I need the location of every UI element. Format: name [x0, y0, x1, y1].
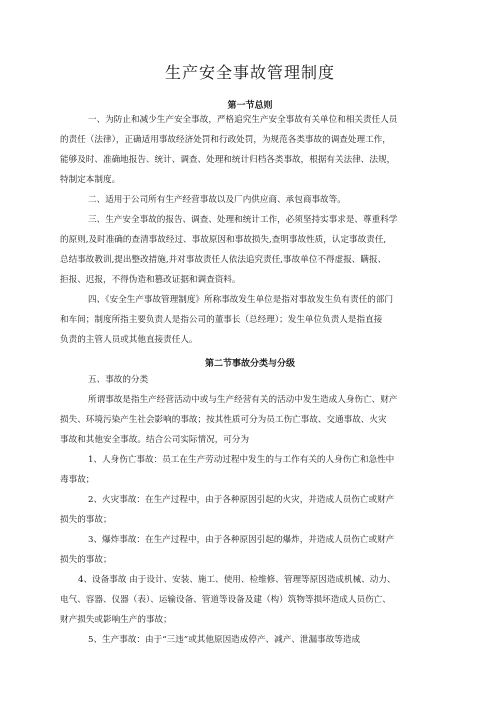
- paragraph-line: 5、生产事故：由于“三违”或其他原因造成停产、减产、泄漏事故等造成: [88, 635, 361, 645]
- section-heading-classification: 第二节事故分类与分级: [204, 359, 295, 369]
- paragraph-line: 负责的主管人员或其他直接责任人。: [60, 335, 198, 345]
- paragraph-line: 能够及时、准确地报告、统计、调查、处理和统计归档各类事故，根据有关法律、法规，: [60, 155, 396, 165]
- paragraph-line: 特制定本制度。: [60, 175, 121, 185]
- paragraph-line: 总结事故教训,提出整改措施,并对事故责任人依法追究责任,事故单位不得虚报、瞒报、: [60, 255, 387, 265]
- paragraph-line: 财产损失或影响生产的事故；: [60, 615, 172, 625]
- paragraph-line: 四、《安全生产事故管理制度》所称事故发生单位是指对事故发生负有责任的部门: [88, 295, 394, 305]
- paragraph-line: 的责任（法律），正确适用事故经济处罚和行政处罚，为规范各类事故的调查处理工作，: [60, 135, 391, 145]
- paragraph-line: 的原则,及时准确的查清事故经过、事故原因和事故损失,查明事故性质，认定事故责任,: [60, 235, 387, 245]
- paragraph-line: 三、生产安全事故的报告、调查、处理和统计工作，必须坚持实事求是、尊重科学: [88, 215, 398, 225]
- section-heading-general: 第一节总则: [227, 101, 273, 111]
- paragraph-line: 一、为防止和减少生产安全事故，严格追究生产安全事故有关单位和相关责任人员: [88, 115, 398, 125]
- paragraph-line: 所谓事故是指生产经营活动中或与生产经营有关的活动中发生造成人身伤亡、财产: [88, 395, 398, 405]
- paragraph-line: 拒报、迟报，不得伪造和篡改证据和调查资料。: [60, 275, 241, 285]
- document-title: 生产安全事故管理制度: [164, 63, 335, 82]
- paragraph-line: 二、适用于公司所有生产经营事故以及厂内供应商、承包商事故等。: [88, 195, 346, 205]
- paragraph-line: 3、爆炸事故：在生产过程中，由于各种原因引起的爆炸，并造成人员伤亡或财产: [88, 535, 395, 545]
- paragraph-line: 事故和其他安全事故。结合公司实际情况，可分为: [60, 435, 250, 445]
- paragraph-line: 损失的事故；: [60, 515, 112, 525]
- paragraph-line: 和车间；制度所指主要负责人是指公司的董事长（总经理）；发生单位负责人是指直接: [60, 315, 383, 325]
- paragraph-line: 2、火灾事故：在生产过程中，由于各种原因引起的火灾，并造成人员伤亡或财产: [88, 495, 395, 505]
- paragraph-line: 4、设备事故 由于设计、安装、施工、使用、检维修、管理等原因造成机械、动力、: [78, 575, 396, 585]
- paragraph-line: 电气、容器、仪器（表）、运输设备、管道等设备及建（构）筑物等损坏造成人员伤亡、: [60, 595, 391, 605]
- paragraph-line: 损失、环境污染产生社会影响的事故；按其性质可分为员工伤亡事故、交通事故、火灾: [60, 415, 387, 425]
- paragraph-line: 1、人身伤亡事故：员工在生产劳动过程中发生的与工作有关的人身伤亡和急性中: [88, 455, 395, 465]
- paragraph-line: 五、事故的分类: [88, 375, 149, 385]
- paragraph-line: 损失的事故；: [60, 555, 112, 565]
- paragraph-line: 毒事故；: [60, 475, 95, 485]
